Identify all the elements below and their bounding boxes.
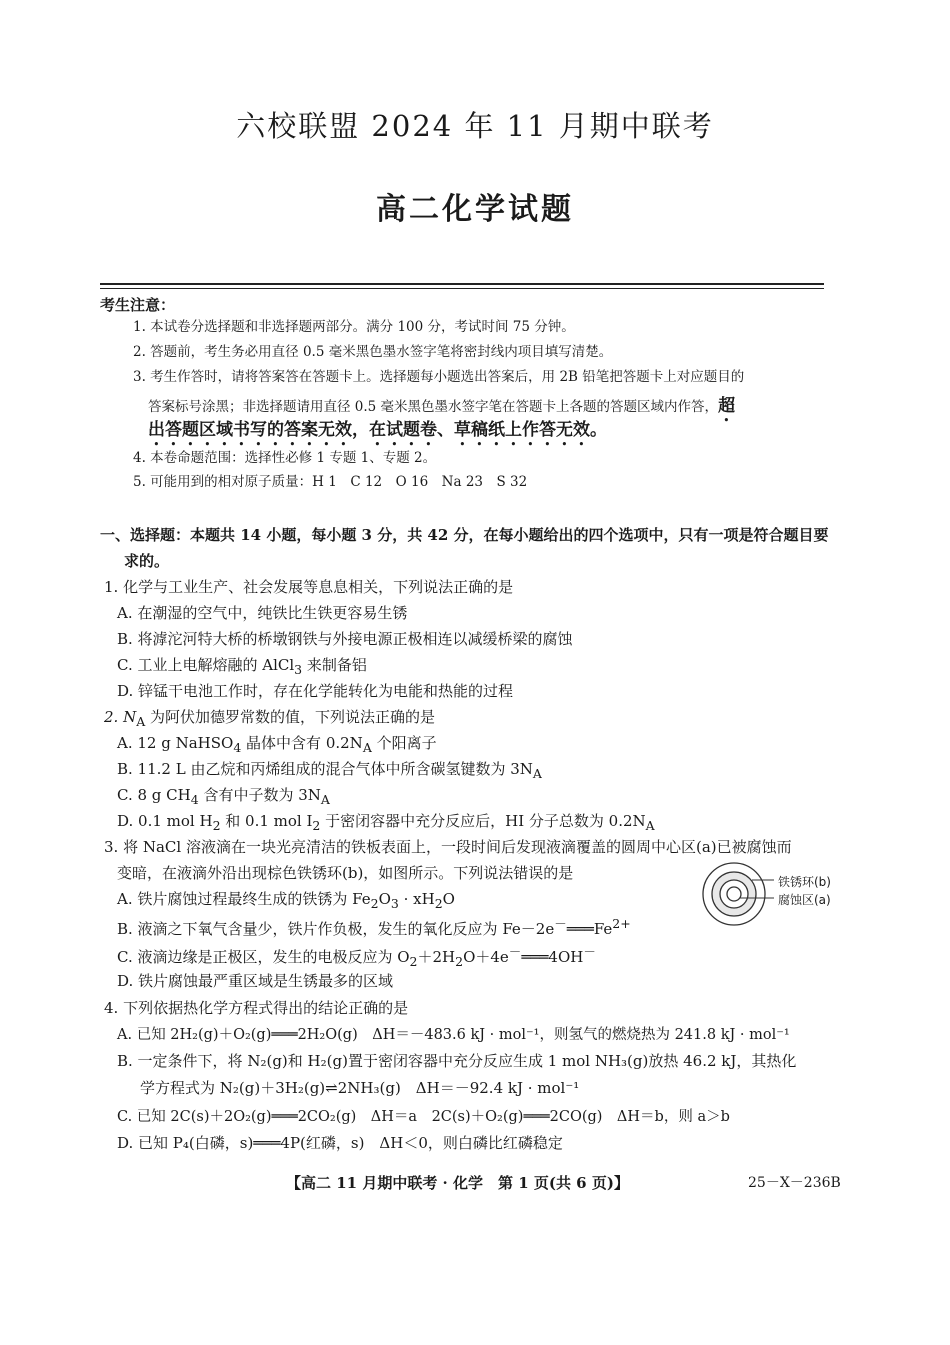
question-3-stem: 3. 将 NaCl 溶液滴在一块光亮清洁的铁板表面上，一段时间后发现液滴覆盖的圆周中心区(a)已被腐蚀而 xyxy=(104,838,792,856)
question-4-option-d: D. 已知 P₄(白磷，s)═══4P(红磷，s) ΔH＜0，则白磷比红磷稳定 xyxy=(117,1134,563,1152)
exam-subject-title: 高二化学试题 xyxy=(376,192,574,227)
divider-thin xyxy=(100,288,824,289)
question-2-option-c: C. 8 g $CH_4$ 含有中子数为 $3N_A$ xyxy=(117,786,330,807)
question-4-option-b-cont: 学方程式为 N₂(g)＋3H₂(g)⇌2NH₃(g) ΔH＝－92.4 kJ · mol⁻¹ xyxy=(140,1079,580,1097)
question-1-option-d: D. 锌锰干电池工作时，存在化学能转化为电能和热能的过程 xyxy=(117,682,514,700)
notice-item-5: 5. 可能用到的相对原子质量：H 1 C 12 O 16 Na 23 S 32 xyxy=(133,474,528,490)
question-1-stem: 1. 化学与工业生产、社会发展等息息相关，下列说法正确的是 xyxy=(104,578,514,596)
question-1-option-b: B. 将滹沱河特大桥的桥墩钢铁与外接电源正极相连以减缓桥梁的腐蚀 xyxy=(117,630,573,648)
notice-emphasis: 出答题区域书写的答案无效，在试题卷、草稿纸上作答无效。 xyxy=(148,420,607,440)
question-2-option-b: B. 11.2 L 由乙烷和丙烯组成的混合气体中所含碳氢键数为 $3N_A$ xyxy=(117,760,542,781)
question-4-option-b: B. 一定条件下，将 N₂(g)和 H₂(g)置于密闭容器中充分反应生成 1 mol NH₃(g)放热 46.2 kJ，其热化 xyxy=(117,1052,797,1070)
question-4-option-a: A. 已知 2H₂(g)＋O₂(g)═══2H₂O(g) ΔH＝－483.6 kJ · mol⁻¹，则氢气的燃烧热为 241.8 kJ · mol⁻¹ xyxy=(117,1027,790,1043)
question-1-option-a: A. 在潮湿的空气中，纯铁比生铁更容易生锈 xyxy=(117,604,408,622)
notice-item-2: 2. 答题前，考生务必用直径 0.5 毫米黑色墨水签字笔将密封线内项目填写清楚。 xyxy=(133,344,613,360)
question-3-option-a: A. 铁片腐蚀过程最终生成的铁锈为 $Fe_2O_3 \cdot xH_2O$ xyxy=(117,890,455,911)
notice-item-3: 3. 考生作答时，请将答案答在答题卡上。选择题每小题选出答案后，用 2B 铅笔把答题卡上对应题目的 xyxy=(133,369,745,385)
notice-item-3-cont: 答案标号涂黑；非选择题请用直径 0.5 毫米黑色墨水签字笔在答题卡上各题的答题区域内作答，超 xyxy=(148,396,736,416)
notice-item-1: 1. 本试卷分选择题和非选择题两部分。满分 100 分，考试时间 75 分钟。 xyxy=(133,319,575,335)
question-2-option-d: D. 0.1 mol $H_2$ 和 0.1 mol $I_2$ 于密闭容器中充分反应后，HI 分子总数为 $0.2N_A$ xyxy=(117,812,655,833)
exam-title: 六校联盟 2024 年 11 月期中联考 xyxy=(236,109,714,143)
center-ring xyxy=(727,887,741,901)
question-3-option-c: C. 液滴边缘是正极区，发生的电极反应为 $O_2+2H_2O+4e^-═══4OH^-$ xyxy=(117,944,596,969)
question-3-stem-cont: 变暗，在液滴外沿出现棕色铁锈环(b)，如图所示。下列说法错误的是 xyxy=(117,864,574,882)
section-heading-cont: 求的。 xyxy=(124,552,170,570)
page-footer: 【高二 11 月期中联考 · 化学 第 1 页(共 6 页)】 xyxy=(286,1174,629,1192)
notice-item-4: 4. 本卷命题范围：选择性必修 1 专题 1、专题 2。 xyxy=(133,450,437,466)
question-2-option-a: A. 12 g NaHSO$_4$ 晶体中含有 $0.2N_A$ 个阳离子 xyxy=(117,734,437,755)
corrosion-area-label: 腐蚀区(a) xyxy=(778,893,831,907)
notice-emphasis-start: 超 xyxy=(718,396,736,416)
question-4-stem: 4. 下列依据热化学方程式得出的结论正确的是 xyxy=(104,999,409,1017)
divider-thick xyxy=(100,283,824,285)
question-3-option-b: B. 液滴之下氧气含量少，铁片作负极，发生的氧化反应为 $Fe-2e^-═══Fe^{2+}$ xyxy=(117,916,631,938)
question-4-option-c: C. 已知 2C(s)＋2O₂(g)═══2CO₂(g) ΔH＝a 2C(s)＋O₂(g)═══2CO(g) ΔH＝b，则 a＞b xyxy=(117,1109,730,1125)
question-2-stem: 2. $N_A$ 为阿伏加德罗常数的值，下列说法正确的是 xyxy=(104,708,436,729)
section-heading: 一、选择题：本题共 14 小题，每小题 3 分，共 42 分，在每小题给出的四个选项中，只有一项是符合题目要 xyxy=(100,526,829,544)
rust-ring-label: 铁锈环(b) xyxy=(778,875,831,889)
question-3-option-d: D. 铁片腐蚀最严重区域是生锈最多的区域 xyxy=(117,972,394,990)
exam-code: 25－X－236B xyxy=(748,1175,841,1191)
corrosion-diagram xyxy=(700,860,880,940)
question-1-option-c: C. 工业上电解熔融的 AlCl$_3$ 来制备铝 xyxy=(117,656,367,677)
notice-heading: 考生注意： xyxy=(100,296,176,314)
